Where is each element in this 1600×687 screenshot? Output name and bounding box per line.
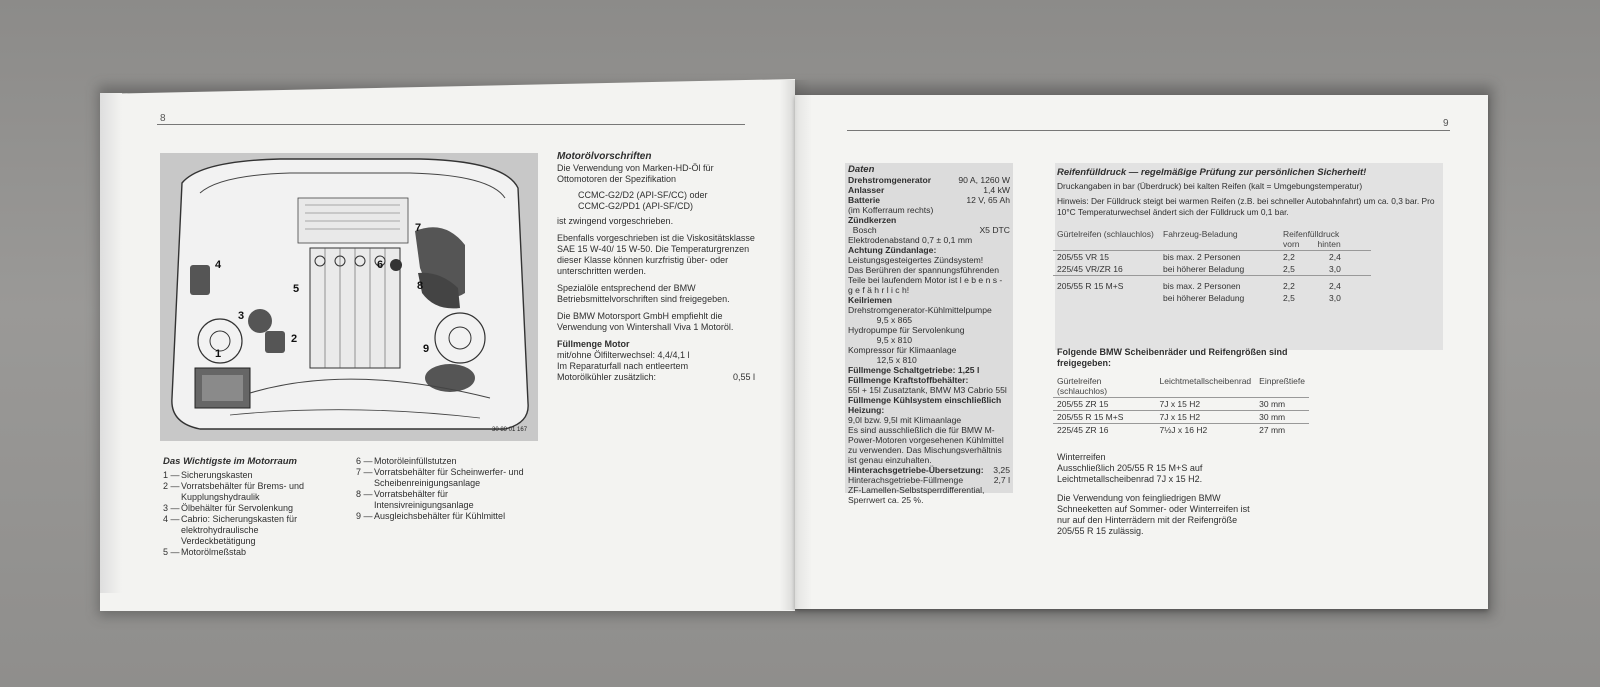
- daten-heading: Daten: [848, 164, 875, 175]
- tyre-section: [1057, 167, 1442, 218]
- daten-row: Anlasser 1,4 kW: [848, 185, 1010, 195]
- figure-code: 30 89 01 167: [492, 427, 528, 433]
- pressure-table-header: Gürtelreifen (schlauchlos) Fahrzeug-Beladung Reifenfülldruck vorn hinten: [1057, 229, 1341, 249]
- winter-section: [1057, 452, 1257, 485]
- fill-heading: Füllmenge Motor: [557, 339, 630, 349]
- legend-item-4: 4 — Cabrio: Sicherungskasten für elektrohydraulische Verdeckbetätigung: [163, 514, 298, 546]
- wheels-heading: Folgende BMW Scheibenräder und Reifengrößen sind freigegeben:: [1057, 347, 1288, 368]
- daten-row: Hydropumpe für Servolenkung: [848, 325, 965, 335]
- daten-row: Leistungsgesteigertes Zündsystem!: [848, 255, 984, 265]
- table-row: 205/55 R 15 M+S 7J x 15 H2 30 mm: [1053, 411, 1309, 424]
- callout-7: 7: [415, 222, 422, 234]
- header-rule-right: [847, 130, 1450, 131]
- engine-bay-drawing: [160, 153, 538, 441]
- tyre-hinweis: Hinweis: Der Fülldruck steigt bei warmen Reifen (z.B. bei schneller Autobahnfahrt) um ca. 0,3 bar. Pro 10°C Temperaturwechsel ändert sich der Fülldruck um 0,1 bar.: [1057, 196, 1435, 217]
- callout-3: 3: [238, 310, 245, 322]
- daten-rows: [848, 175, 1010, 505]
- daten-row: ZF-Lamellen-Selbstsperrdifferential,: [848, 485, 985, 495]
- table-row: bei höherer Beladung 2,5 3,0: [1163, 293, 1341, 303]
- daten-row: Drehstromgenerator 90 A, 1260 W: [848, 175, 1010, 185]
- legend-item-5: 5 — Motorölmeßstab: [163, 547, 247, 557]
- daten-row: Füllmenge Kühlsystem einschließlich Heizung:: [848, 395, 1004, 415]
- header-rule-left: [157, 124, 745, 125]
- daten-row: Keilriemen: [848, 295, 892, 305]
- callout-2: 2: [291, 333, 298, 345]
- legend-col2: [356, 456, 536, 522]
- daten-row: Füllmenge Schaltgetriebe: 1,25 l: [848, 365, 980, 375]
- legend-item-2: 2 — Vorratsbehälter für Brems- und Kupplungshydraulik: [163, 481, 305, 502]
- daten-row: Es sind ausschließlich die für BMW M-Power-Motoren vorgesehenen Kühlmittel zu verwenden. Das Mischungsverhältnis ist genau einzuhalten.: [848, 425, 1007, 465]
- daten-row: Kompressor für Klimaanlage: [848, 345, 957, 355]
- daten-row: Füllmenge Kraftstoffbehälter:: [848, 375, 969, 385]
- page-number-left: 8: [160, 113, 166, 124]
- legend-item-1: 1 — Sicherungskasten: [163, 470, 253, 480]
- callout-4: 4: [215, 259, 222, 271]
- legend-col1: [163, 470, 323, 558]
- daten-row: Drehstromgenerator-Kühlmittelpumpe: [848, 305, 992, 315]
- legend-item-6: 6 — Motoröleinfüllstutzen: [356, 456, 457, 466]
- callout-9: 9: [423, 343, 430, 355]
- daten-row: Zündkerzen: [848, 215, 897, 225]
- table-row: 205/55 ZR 15 7J x 15 H2 30 mm: [1053, 398, 1309, 411]
- table-row: 225/45 VR/ZR 16 bei höherer Beladung 2,5 3,0: [1057, 264, 1341, 274]
- table-row: 205/55 R 15 M+S bis max. 2 Personen 2,2 2,4: [1053, 276, 1371, 293]
- table-row: 225/45 ZR 16 7½J x 16 H2 27 mm: [1053, 424, 1309, 437]
- legend-item-9: 9 — Ausgleichsbehälter für Kühlmittel: [356, 511, 506, 521]
- daten-row: 55l + 15l Zusatztank, BMW M3 Cabrio 55l: [848, 385, 1007, 395]
- oil-p1: Die Verwendung von Marken-HD-Öl für Ottomotoren der Spezifikation: [557, 163, 714, 184]
- oil-spec2: CCMC-G2/PD1 (API-SF/CD): [578, 201, 694, 211]
- engine-bay-diagram: [160, 153, 538, 441]
- page-number-right: 9: [1443, 118, 1449, 129]
- oil-heading: Motorölvorschriften: [557, 151, 652, 162]
- fill-line1: mit/ohne Ölfilterwechsel: 4,4/4,1 l: [557, 350, 690, 360]
- daten-row: g e f ä h r l i c h!: [848, 285, 910, 295]
- legend-item-7: 7 — Vorratsbehälter für Scheinwerfer- und Scheibenreinigungsanlage: [356, 467, 524, 488]
- daten-row: (im Kofferraum rechts): [848, 205, 934, 215]
- daten-row: Achtung Zündanlage:: [848, 245, 937, 255]
- left-page-edge: [100, 93, 122, 593]
- callout-6: 6: [377, 259, 384, 271]
- daten-row: Das Berühren der spannungsführenden Teile bei laufendem Motor ist l e b e n s -: [848, 265, 1003, 285]
- callout-5: 5: [293, 283, 300, 295]
- winter-text: Ausschließlich 205/55 R 15 M+S auf Leichtmetallscheibenrad 7J x 15 H2.: [1057, 463, 1203, 484]
- winter-heading: Winterreifen: [1057, 452, 1106, 462]
- daten-row: Sperrwert ca. 25 %.: [848, 495, 924, 505]
- daten-row: 9,5 x 810: [848, 335, 913, 345]
- oil-p2: ist zwingend vorgeschrieben.: [557, 216, 674, 226]
- callout-8: 8: [417, 280, 424, 292]
- daten-row: 9,0l bzw. 9,5l mit Klimaanlage: [848, 415, 962, 425]
- daten-row: Batterie 12 V, 65 Ah: [848, 195, 1010, 205]
- daten-row: Hinterachsgetriebe-Füllmenge 2,7 l: [848, 475, 1010, 485]
- table-row: 205/55 VR 15 bis max. 2 Personen 2,2 2,4: [1053, 251, 1371, 264]
- daten-row: 9,5 x 865: [848, 315, 913, 325]
- wheels-table-header: Gürtelreifen (schlauchlos) Leichtmetallscheibenrad Einpreßtiefe: [1057, 376, 1305, 396]
- wheels-table: [1053, 375, 1309, 436]
- daten-section: [848, 165, 1010, 505]
- legend-item-3: 3 — Ölbehälter für Servolenkung: [163, 503, 294, 513]
- oil-p3: Ebenfalls vorgeschrieben ist die Viskositätsklasse SAE 15 W-40/ 15 W-50. Die Temperaturgrenzen dieser Klasse können kurzfristig über- oder unterschritten werden.: [557, 233, 755, 276]
- oil-p4: Spezialöle entsprechend der BMW Betriebsmittelvorschriften sind freigegeben.: [557, 283, 730, 304]
- chains-text: Die Verwendung von feingliedrigen BMW Schneeketten auf Sommer- oder Winterreifen ist nur auf den Hinterrädern mit der Reifengröße 205/55 R 15 zulässig.: [1057, 493, 1250, 536]
- book-gutter: [780, 80, 812, 610]
- pressure-table: [1053, 228, 1371, 304]
- fill-line2: Im Reparaturfall nach entleertem Motorölkühler zusätzlich: 0,55 l: [557, 361, 755, 382]
- legend-title: Das Wichtigste im Motorraum: [163, 456, 297, 467]
- callout-1: 1: [215, 348, 222, 360]
- tyre-heading: Reifenfülldruck — regelmäßige Prüfung zur persönlichen Sicherheit!: [1057, 167, 1367, 178]
- legend-item-8: 8 — Vorratsbehälter für Intensivreinigungsanlage: [356, 489, 474, 510]
- daten-row: Hinterachsgetriebe-Übersetzung: 3,25: [848, 465, 1010, 475]
- oil-section: [557, 151, 755, 383]
- daten-row: 12,5 x 810: [848, 355, 917, 365]
- oil-spec1: CCMC-G2/D2 (API-SF/CC) oder: [578, 190, 708, 200]
- oil-p5: Die BMW Motorsport GmbH empfiehlt die Verwendung von Wintershall Viva 1 Motoröl.: [557, 311, 734, 332]
- tyre-druck: Druckangaben in bar (Überdruck) bei kalten Reifen (kalt = Umgebungstemperatur): [1057, 181, 1363, 191]
- daten-row: Elektrodenabstand 0,7 ± 0,1 mm: [848, 235, 973, 245]
- daten-row: Bosch X5 DTC: [848, 225, 1010, 235]
